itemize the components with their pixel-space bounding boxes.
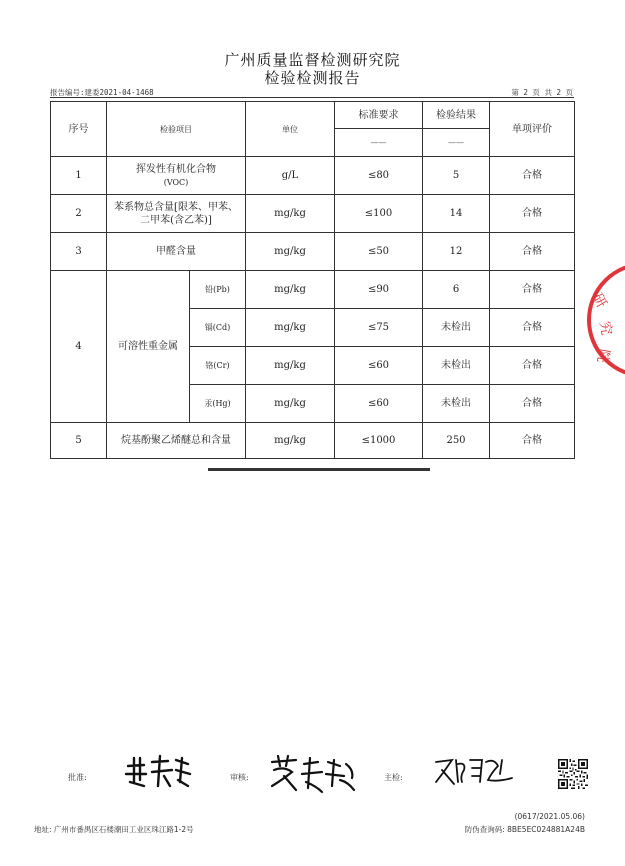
row-std: ≤90 [335, 271, 423, 309]
metal-name: 铬(Cr) [190, 347, 246, 385]
table-header-row [51, 102, 575, 129]
row-unit: mg/kg [246, 347, 335, 385]
row-unit: g/L [246, 157, 335, 195]
row-std: ≤60 [335, 385, 423, 423]
row-no: 1 [51, 157, 107, 195]
review-label: 审核: [230, 773, 249, 782]
row-item-line2: (VOC) [163, 177, 189, 187]
row-std: ≤100 [335, 195, 423, 233]
row-item [107, 195, 246, 233]
doc-version: (0617/2021.05.06) [514, 812, 585, 821]
col-header-std: 标准要求 [335, 102, 423, 129]
col-header-item: 检验项目 [107, 102, 246, 157]
table-row [51, 423, 575, 459]
report-number: 报告编号:建委2021-04-1468 [50, 88, 154, 97]
metal-name: 汞(Hg) [190, 385, 246, 423]
row-unit: mg/kg [246, 271, 335, 309]
row-item-line1: 挥发性有机化合物 [136, 163, 216, 175]
row-unit: mg/kg [246, 233, 335, 271]
row-std: ≤60 [335, 347, 423, 385]
row-std: ≤75 [335, 309, 423, 347]
col-header-eval: 单项评价 [490, 102, 575, 157]
row-item: 烷基酚聚乙烯醚总和含量 [107, 423, 246, 459]
row-result: 未检出 [423, 347, 490, 385]
row-result: 未检出 [423, 385, 490, 423]
row-unit: mg/kg [246, 309, 335, 347]
table-row [51, 195, 575, 233]
row-item [107, 157, 246, 195]
row-item-line1: 苯系物总含量[限苯、甲苯、 [114, 201, 238, 213]
row-result: 250 [423, 423, 490, 459]
approve-label: 批准: [68, 773, 87, 782]
page-info: 第 2 页 共 2 页 [511, 88, 573, 97]
row-result: 12 [423, 233, 490, 271]
row-item: 甲醛含量 [107, 233, 246, 271]
institute-name: 广州质量监督检测研究院 [224, 51, 401, 69]
header-rule [50, 97, 574, 98]
row-item-line2: 二甲苯(含乙苯)] [140, 214, 212, 226]
qr-code [558, 759, 588, 789]
reviewer-signature [266, 752, 362, 798]
heavy-metal-group: 可溶性重金属 [107, 271, 190, 423]
row-result: 5 [423, 157, 490, 195]
metal-name: 铅(Pb) [190, 271, 246, 309]
row-eval: 合格 [490, 347, 575, 385]
std-subheader: —— [335, 129, 423, 157]
row-eval: 合格 [490, 423, 575, 459]
row-eval: 合格 [490, 233, 575, 271]
inspector-signature [432, 752, 518, 792]
row-std: ≤1000 [335, 423, 423, 459]
table-row [51, 271, 575, 309]
row-no: 3 [51, 233, 107, 271]
address: 地址: 广州市番禺区石楼潮田工业区珠江路1-2号 [34, 825, 194, 834]
svg-text:研: 研 [588, 290, 610, 311]
row-std: ≤50 [335, 233, 423, 271]
row-unit: mg/kg [246, 423, 335, 459]
col-header-no: 序号 [51, 102, 107, 157]
results-table [50, 101, 575, 459]
official-seal [583, 262, 625, 382]
svg-text:究: 究 [596, 320, 615, 337]
table-row [51, 157, 575, 195]
svg-text:院: 院 [593, 347, 612, 364]
col-header-result: 检验结果 [423, 102, 490, 129]
row-unit: mg/kg [246, 385, 335, 423]
report-title: 检验检测报告 [264, 69, 361, 87]
anticounterfeit-code: 防伪查询码: 8BE5EC024881A24B [464, 825, 585, 834]
metal-name: 镉(Cd) [190, 309, 246, 347]
row-eval: 合格 [490, 195, 575, 233]
row-result: 未检出 [423, 309, 490, 347]
row-eval: 合格 [490, 157, 575, 195]
table-row [51, 233, 575, 271]
row-std: ≤80 [335, 157, 423, 195]
approver-signature [122, 752, 194, 792]
result-subheader: —— [423, 129, 490, 157]
row-no: 2 [51, 195, 107, 233]
row-eval: 合格 [490, 385, 575, 423]
row-unit: mg/kg [246, 195, 335, 233]
row-no: 5 [51, 423, 107, 459]
row-eval: 合格 [490, 271, 575, 309]
row-no: 4 [51, 271, 107, 423]
end-of-report-line [208, 468, 430, 471]
row-result: 6 [423, 271, 490, 309]
row-result: 14 [423, 195, 490, 233]
row-eval: 合格 [490, 309, 575, 347]
col-header-unit: 单位 [246, 102, 335, 157]
inspect-label: 主检: [384, 773, 403, 782]
